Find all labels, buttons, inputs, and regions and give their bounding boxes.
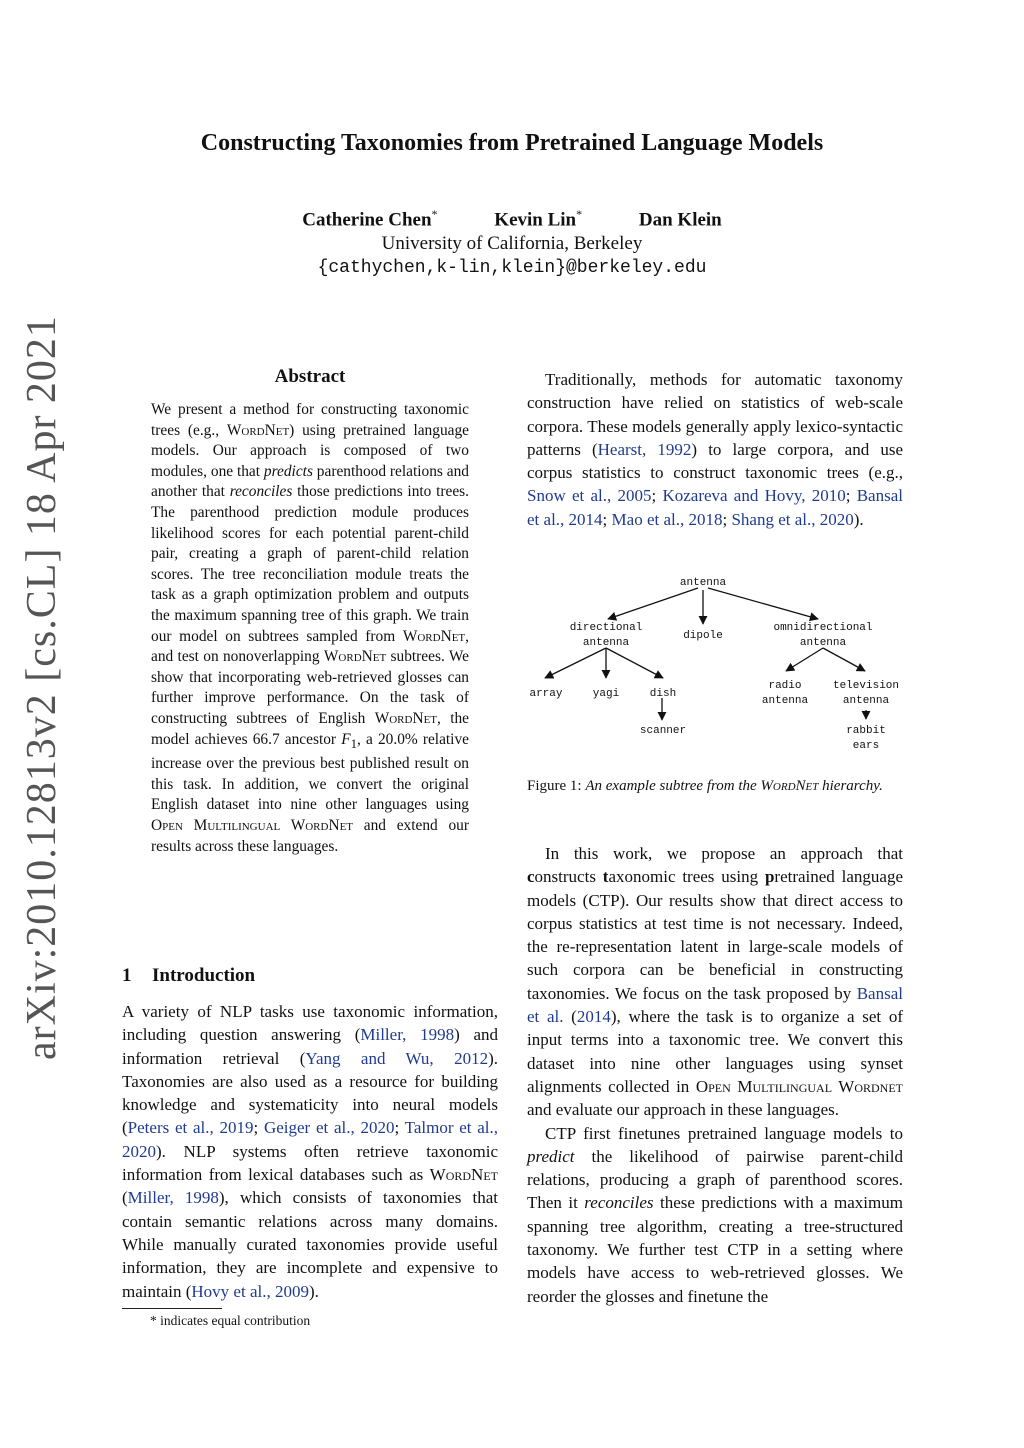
- arxiv-identifier: arXiv:2010.12813v2 [cs.CL] 18 Apr 2021: [19, 315, 65, 1060]
- edge-directional-dish: [606, 648, 663, 678]
- author-list: [0, 207, 1024, 231]
- node-television-antenna: television antenna: [832, 680, 900, 707]
- node-dish: dish: [649, 688, 677, 700]
- citation-link[interactable]: Mao et al., 2018: [611, 509, 723, 529]
- node-array: array: [529, 688, 563, 700]
- edge-omni-radio: [786, 648, 823, 671]
- paper-title: Constructing Taxonomies from Pretrained Language Models: [200, 130, 824, 156]
- approach-paragraphs: [527, 842, 903, 1308]
- citation-link[interactable]: Hearst, 1992: [597, 439, 692, 459]
- taxonomy-tree-figure: [520, 572, 910, 757]
- citation-link[interactable]: Hovy et al., 2009: [191, 1281, 309, 1301]
- citation-link[interactable]: Shang et al., 2020: [731, 509, 854, 529]
- approach-paragraph-1: In this work, we propose an approach that constructs taxonomic trees using pretrained language models (CTP). Our results show that direct access to corpus statistics at test time is not necessary. Indeed, the re-representation latent in large-scale models of such corpora can be beneficial in constructing taxonomies. We focus on the task proposed by Bansal et al. (2014), where the task is to organize a set of input terms into a taxonomic tree. We convert this dataset into nine other languages using synset alignments collected in Open Multilingual Wordnet and evaluate our approach in these languages.: [527, 844, 904, 1120]
- citation-link[interactable]: Talmor et al., 2020: [122, 1118, 498, 1161]
- author-2: Kevin Lin*: [494, 207, 583, 231]
- node-dipole: dipole: [683, 630, 723, 642]
- section-heading-introduction: 1 Introduction: [122, 965, 256, 986]
- figure-caption: Figure 1: An example subtree from the WordNet hierarchy.: [527, 778, 883, 794]
- node-radio-antenna: radio antenna: [761, 680, 809, 707]
- approach-paragraph-2: CTP first finetunes pretrained language models to predict the likelihood of pairwise parent-child relations, producing a graph of parenthood scores. Then it reconciles these predictions with a maximum spanning tree algorithm, creating a tree-structured taxonomy. We further test CTP in a setting where models have access to web-retrieved glosses. We reorder the glosses and finetune the: [527, 1123, 903, 1306]
- node-scanner: scanner: [639, 725, 687, 737]
- node-omnidirectional-antenna: omnidirectional antenna: [773, 622, 873, 649]
- abstract-heading: Abstract: [274, 366, 346, 387]
- citation-link[interactable]: Bansal et al., 2014: [527, 486, 903, 529]
- citation-link[interactable]: Miller, 1998: [127, 1188, 219, 1208]
- edge-omni-television: [823, 648, 865, 671]
- citation-link[interactable]: Bansal et al.: [527, 983, 903, 1027]
- citation-link[interactable]: Geiger et al., 2020: [263, 1118, 395, 1138]
- author-1: Catherine Chen*: [302, 207, 438, 231]
- edge-directional-array: [545, 648, 606, 678]
- affiliation: University of California, Berkeley: [381, 233, 643, 254]
- citation-link[interactable]: 2014: [576, 1007, 611, 1027]
- citation-link[interactable]: Peters et al., 2019: [127, 1118, 254, 1138]
- introduction-body: A variety of NLP tasks use taxonomic information, including question answering (Miller, 1998) and information retrieval (Yang and Wu, 2012). Taxonomies are also used as a resource for building knowledge and systematicity into neural models (Peters et al., 2019; Geiger et al., 2020; Talmor et al., 2020). NLP systems often retrieve taxonomic information from lexical databases such as WordNet (Miller, 1998), which consists of taxonomies that contain semantic relations across many domains. While manually curated taxonomies provide useful information, they are incomplete and expensive to maintain (Hovy et al., 2009).: [122, 1002, 498, 1301]
- citation-link[interactable]: Yang and Wu, 2012: [305, 1048, 489, 1068]
- node-rabbit-ears: rabbit ears: [846, 725, 886, 752]
- citation-link[interactable]: Kozareva and Hovy, 2010: [662, 486, 846, 506]
- node-antenna: antenna: [679, 577, 727, 589]
- footnote: * indicates equal contribution: [150, 1313, 311, 1328]
- citation-link[interactable]: Miller, 1998: [360, 1025, 455, 1045]
- citation-link[interactable]: Snow et al., 2005: [527, 486, 652, 506]
- edge-antenna-directional: [608, 588, 698, 619]
- author-emails: {cathychen,k-lin,klein}@berkeley.edu: [317, 258, 707, 278]
- author-3: Dan Klein: [638, 209, 722, 231]
- related-work-paragraph: Traditionally, methods for automatic taxonomy construction have relied on statistics of web-scale corpora. These models generally apply lexico-syntactic patterns (Hearst, 1992) to large corpora, and use corpus statistics to construct taxonomic trees (e.g., Snow et al., 2005; Kozareva and Hovy, 2010; Bansal et al., 2014; Mao et al., 2018; Shang et al., 2020).: [527, 370, 904, 529]
- abstract-body: We present a method for constructing taxonomic trees (e.g., WordNet) using pretrained language models. Our approach is composed of two modules, one that predicts parenthood relations and another that reconciles those predictions into trees. The parenthood prediction module produces likelihood scores for each potential parent-child pair, creating a graph of parent-child relation scores. The tree reconciliation module treats the task as a graph optimization problem and outputs the maximum spanning tree of this graph. We train our model on subtrees sampled from WordNet, and test on nonoverlapping WordNet subtrees. We show that incorporating web-retrieved glosses can further improve performance. On the task of constructing subtrees of English WordNet, the model achieves 66.7 ancestor $F_1$, a 20.0% relative increase over the previous best published result on this task. In addition, we convert the original English dataset into nine other languages using Open Multilingual WordNet and extend our results across these languages.: [151, 401, 470, 855]
- footnote-rule: [122, 1308, 222, 1309]
- node-yagi: yagi: [592, 688, 620, 700]
- edge-antenna-omni: [708, 588, 818, 619]
- node-directional-antenna: directional antenna: [569, 622, 643, 649]
